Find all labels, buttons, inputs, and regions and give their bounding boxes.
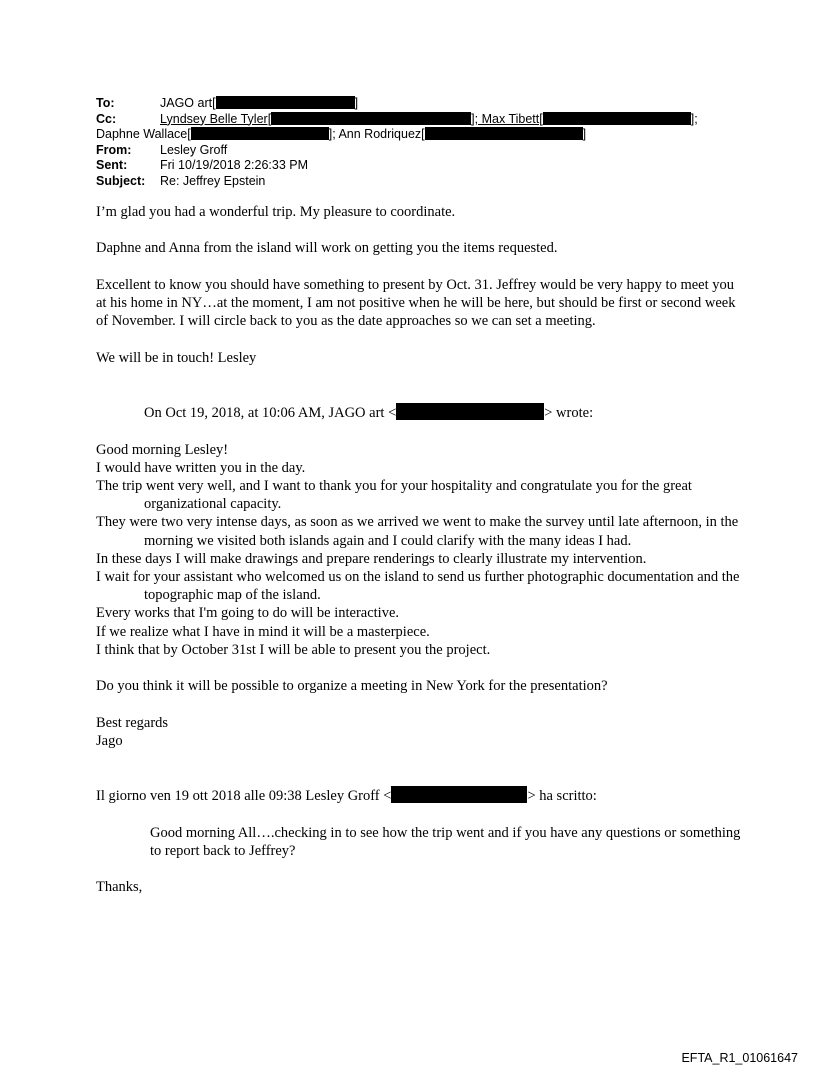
quote-line: I would have written you in the day. bbox=[96, 459, 306, 476]
quote-attribution bbox=[96, 786, 746, 805]
redaction-box bbox=[271, 112, 471, 125]
sent-label: Sent: bbox=[96, 158, 128, 172]
quote-thanks: Thanks, bbox=[96, 879, 143, 896]
cc-label: Cc: bbox=[96, 111, 117, 126]
reply-paragraph: Excellent to know you should have something to present by Oct. 31. Jeffrey would be very happy to meet you at his home in NY…at the moment, I am not positive when he will be here, but should be first or second week of November. I will circle back to you as the date approaches so we can set a meeting. bbox=[96, 276, 736, 330]
attribution-pre: On Oct 19, 2018, at 10:06 AM, JAGO art < bbox=[144, 405, 397, 422]
cc-name-max: ]; Max Tibett[ bbox=[471, 111, 543, 126]
reply-paragraph: Daphne and Anna from the island will work on getting you the items requested. bbox=[96, 240, 558, 257]
redaction-box bbox=[543, 112, 691, 125]
cc-row bbox=[96, 112, 736, 128]
quote-line: I think that by October 31st I will be able to present you the project. bbox=[96, 641, 491, 658]
cc-tail: ]; bbox=[690, 111, 698, 126]
quote-attribution bbox=[96, 403, 746, 422]
to-label: To: bbox=[96, 96, 115, 110]
subject-row bbox=[96, 174, 736, 190]
quote-line: In these days I will make drawings and prepare renderings to clearly illustrate my intervention. bbox=[96, 550, 647, 567]
document-id: EFTA_R1_01061647 bbox=[681, 1051, 798, 1065]
redaction-box bbox=[396, 403, 544, 420]
reply-paragraph: I’m glad you had a wonderful trip. My pleasure to coordinate. bbox=[96, 204, 456, 220]
sent-value: Fri 10/19/2018 2:26:33 PM bbox=[160, 158, 309, 172]
email-header bbox=[96, 96, 736, 189]
quote-signature: Jago bbox=[96, 732, 123, 749]
redaction-box bbox=[391, 786, 527, 803]
attribution-pre: Il giorno ven 19 ott 2018 alle 09:38 Lesley Groff < bbox=[96, 788, 392, 805]
redaction-box bbox=[425, 127, 583, 140]
quote-text: Good morning All….checking in to see how the trip went and if you have any questions or something to report back to Jeffrey? bbox=[150, 824, 741, 859]
reply-signoff: We will be in touch! Lesley bbox=[96, 349, 257, 366]
quote-line: Every works that I'm going to do will be interactive. bbox=[96, 605, 400, 622]
cc-row-continued bbox=[96, 127, 736, 143]
cc-name-daphne: Daphne Wallace[ bbox=[96, 127, 191, 141]
redaction-box bbox=[191, 127, 329, 140]
subject-value: Re: Jeffrey Epstein bbox=[160, 173, 266, 188]
cc-name-lyndsey: Lyndsey Belle Tyler[ bbox=[160, 111, 272, 126]
from-label: From: bbox=[96, 142, 132, 157]
from-row bbox=[96, 143, 736, 159]
from-value: Lesley Groff bbox=[160, 142, 228, 157]
to-value: JAGO art[ bbox=[160, 96, 216, 110]
subject-label: Subject: bbox=[96, 173, 146, 188]
to-row bbox=[96, 96, 736, 112]
to-tail: ] bbox=[354, 96, 359, 110]
quote-line: If we realize what I have in mind it will be a masterpiece. bbox=[96, 623, 430, 640]
sent-row bbox=[96, 158, 736, 174]
quote-closing: Best regards bbox=[96, 714, 169, 731]
email-body bbox=[96, 203, 746, 897]
attribution-post: > ha scritto: bbox=[527, 788, 597, 805]
quote-question: Do you think it will be possible to organize a meeting in New York for the presentation? bbox=[96, 678, 608, 695]
quote-line: The trip went very well, and I want to thank you for your hospitality and congratulate you for the great organizational capacity. bbox=[96, 477, 692, 513]
redaction-box bbox=[216, 96, 355, 109]
quote-line: They were two very intense days, as soon as we arrived we went to make the survey until late afternoon, in the morning we visited both islands again and I could clarify with the many ideas I had. bbox=[96, 514, 739, 549]
quote-line: I wait for your assistant who welcomed us on the island to send us further photographic documentation and the topographic map of the island. bbox=[96, 568, 740, 604]
cc-tail: ] bbox=[582, 127, 587, 141]
quote-line: Good morning Lesley! bbox=[96, 441, 229, 458]
cc-name-ann: ]; Ann Rodriquez[ bbox=[328, 127, 425, 141]
attribution-post: > wrote: bbox=[544, 405, 594, 422]
